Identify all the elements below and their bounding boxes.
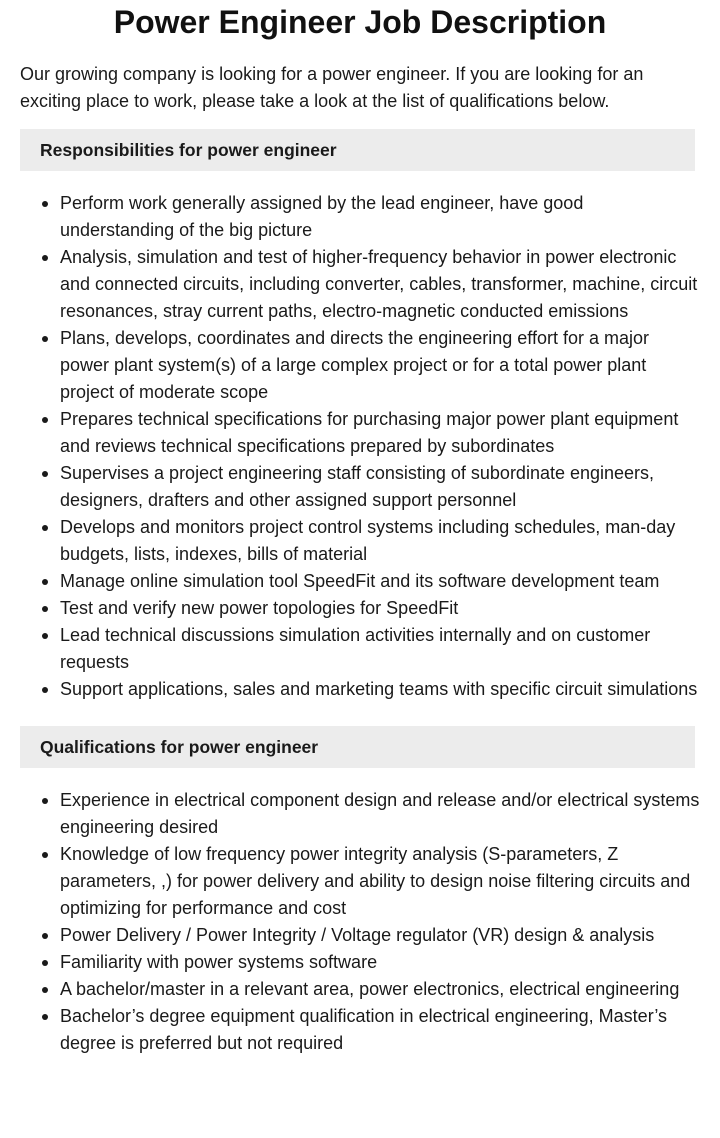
qualification-item: Experience in electrical component design and release and/or electrical systems engineering desired — [60, 787, 700, 841]
responsibility-item: Supervises a project engineering staff consisting of subordinate engineers, designers, drafters and other assigned support personnel — [60, 460, 700, 514]
qualifications-list — [0, 787, 700, 1057]
responsibilities-list — [0, 190, 700, 703]
responsibility-item: Analysis, simulation and test of higher-frequency behavior in power electronic and connected circuits, including converter, cables, transformer, machine, circuit resonances, stray current paths, electro-magnetic conducted emissions — [60, 244, 700, 325]
qualification-item: Familiarity with power systems software — [60, 949, 700, 976]
qualification-item: Bachelor’s degree equipment qualification in electrical engineering, Master’s degree is preferred but not required — [60, 1003, 700, 1057]
responsibility-item: Support applications, sales and marketing teams with specific circuit simulations — [60, 676, 700, 703]
qualifications-heading: Qualifications for power engineer — [20, 726, 695, 768]
page-title: Power Engineer Job Description — [113, 4, 607, 40]
responsibility-item: Lead technical discussions simulation activities internally and on customer requests — [60, 622, 700, 676]
qualification-item: Knowledge of low frequency power integrity analysis (S-parameters, Z parameters, ,) for power delivery and ability to design noise filtering circuits and optimizing for performance and cost — [60, 841, 700, 922]
responsibility-item: Test and verify new power topologies for SpeedFit — [60, 595, 700, 622]
intro-paragraph: Our growing company is looking for a power engineer. If you are looking for an exciting place to work, please take a look at the list of qualifications below. — [20, 64, 644, 111]
responsibility-item: Manage online simulation tool SpeedFit and its software development team — [60, 568, 700, 595]
responsibilities-heading: Responsibilities for power engineer — [20, 129, 695, 171]
responsibility-item: Plans, develops, coordinates and directs the engineering effort for a major power plant system(s) of a large complex project or for a total power plant project of moderate scope — [60, 325, 700, 406]
responsibility-item: Prepares technical specifications for purchasing major power plant equipment and reviews technical specifications prepared by subordinates — [60, 406, 700, 460]
responsibility-item: Perform work generally assigned by the lead engineer, have good understanding of the big picture — [60, 190, 700, 244]
qualification-item: Power Delivery / Power Integrity / Voltage regulator (VR) design & analysis — [60, 922, 700, 949]
responsibility-item: Develops and monitors project control systems including schedules, man-day budgets, lists, indexes, bills of material — [60, 514, 700, 568]
qualification-item: A bachelor/master in a relevant area, power electronics, electrical engineering — [60, 976, 700, 1003]
